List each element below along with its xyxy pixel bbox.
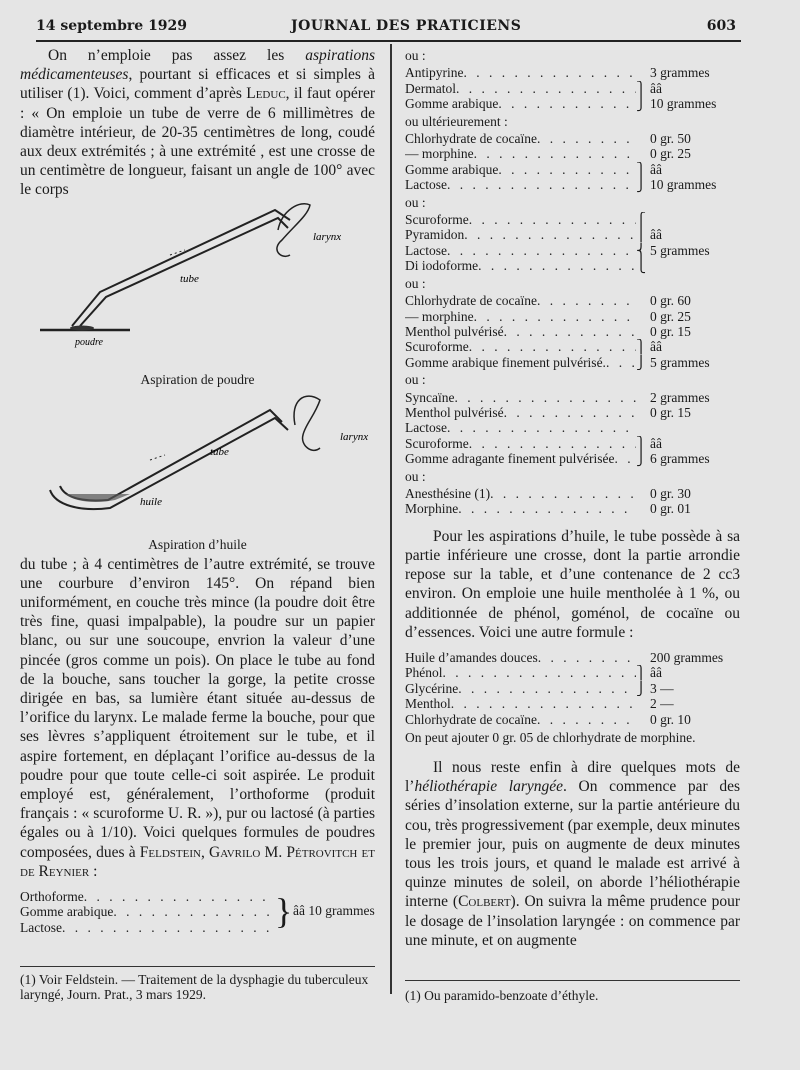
fig2-label-larynx: larynx (340, 430, 369, 443)
formula-row (405, 486, 740, 501)
formula-quantity: ââ (650, 435, 662, 451)
formula-ingredient: Antipyrine (405, 65, 464, 81)
formula-row (405, 681, 740, 696)
brace-symbol: ⎫ (636, 435, 647, 451)
brace-symbol (636, 293, 646, 308)
formula-ingredient: Glycérine (405, 680, 459, 696)
formula-intro: ou : (405, 275, 426, 291)
formula-quantity: 0 gr. 10 (650, 711, 691, 727)
formula-ingredient: Lactose (405, 420, 447, 436)
brace-symbol: ⎩ (636, 258, 647, 274)
brace-symbol (636, 501, 646, 516)
formula-oil (405, 650, 740, 727)
brace-symbol (636, 390, 646, 405)
formula-quantity: ââ (650, 339, 662, 355)
formula-quantity (646, 420, 740, 435)
brace-symbol (636, 650, 646, 665)
oil-aspiration-drawing (20, 390, 375, 535)
formula-ingredient: Menthol pulvérisé (405, 323, 504, 339)
paragraph-procedure: du tube ; à 4 centimètres de l’autre extrémité, se trouve une courbure d’environ 145°. On répand bien uniformément, en couche très mince (la poudre doit être très fine, quasi impalpable), la poudre sur un papier blanc, ou sur une soucoupe, envrion la valeur d’une pincée (gros comme un pois). On place le tube au fond de la bouche, sans toucher la gorge, la petite crosse dirigée en bas, sa lumière étant située au-dessus de l’orifice du larynx. Le malade ferme la bouche, pour que ses lèvres s’appliquent étroitement sur le tube, et il aspire fortement, en déplaçant l’orifice au-dessus de la poudre pour que toute celle-ci soit aspirée. Le produit employé est, généralement, l’orthoforme (produit français : « scuroforme U. R. »), pur ou lactosé (à parties égales ou à 1/10). Voici quelques formules de poudres composées, dues à Feldstein, Gavrilo M. Pétrovitch et de Reynier : (20, 555, 375, 880)
formula-ingredient: — morphine (405, 308, 474, 324)
brace-symbol (636, 486, 646, 501)
formula-row (405, 339, 740, 354)
formula-ingredient: Scuroforme (405, 435, 469, 451)
brace-symbol: ⎭ (636, 451, 647, 467)
formula-ingredient: Gomme arabique finement pulvérisé. (405, 354, 606, 370)
brace-symbol: } (275, 891, 293, 932)
formula-ingredient: Chlorhydrate de cocaïne (405, 131, 537, 147)
formula-ingredient: Phénol (405, 665, 443, 681)
header-rule (36, 40, 741, 42)
brace-symbol (636, 65, 646, 80)
formula-ingredient: Chlorhydrate de cocaïne (405, 711, 537, 727)
paragraph-oil-aspiration: Pour les aspirations d’huile, le tube possède à sa partie inférieure une crosse, dont la partie arrondie repose sur la table, et d’une contenance de 2 cc3 environ. On emploie une huile mentholée à 1 %, ou additionnée de phénol, goménol, de cocaïne ou d’essences. Voici une autre formule : (405, 527, 740, 641)
formula-row (405, 451, 740, 466)
fig2-label-tube: tube (210, 445, 229, 458)
brace-symbol: ⎫ (636, 339, 647, 355)
formula-quantity: ââ (650, 227, 662, 243)
figure-caption-powder: Aspiration de poudre (140, 371, 255, 387)
formula-row (405, 177, 740, 192)
formula-quantity: 2 grammes (650, 389, 710, 405)
formula-row (405, 258, 740, 273)
formula-ingredient: Lactose (405, 177, 447, 193)
formula-ingredient: Gomme arabique (405, 161, 499, 177)
formula-quantity: 0 gr. 15 (650, 323, 691, 339)
header-date: 14 septembre 1929 (36, 18, 188, 34)
formula-ingredient: Gomme arabique (405, 96, 499, 112)
formula-row (405, 501, 740, 516)
footnote-right: (1) Ou paramido-benzoate d’éthyle. (405, 988, 599, 1003)
formula-row (405, 324, 740, 339)
formula-quantity: 0 gr. 30 (650, 485, 691, 501)
formula-ingredient: Di iodoforme (405, 258, 479, 274)
formula-quantity: 2 — (650, 696, 674, 712)
paragraph-heliotherapy: Il nous reste enfin à dire quelques mots de l’héliothérapie laryngée. On commence par des séries d’insolation externe, sur la partie antérieure du cou, très progressivement (par exemple, deux minutes le premier jour, puis on augmente de deux minutes tous les trois jours, et quand le malade est arrivé à quinze minutes de soleil, on aborde l’héliothérapie interne (Colbert). On suivra la même prudence pour le dosage de l’insolation laryngée : on commence par une minute, et on augmente (405, 759, 741, 949)
formula-row: Orthoforme . . . (20, 889, 275, 904)
formula-row (405, 420, 740, 435)
formula-quantity: 5 grammes (650, 242, 710, 258)
formula-ingredient: Syncaïne (405, 389, 455, 405)
left-column (20, 46, 375, 935)
formula-intro: ou : (405, 372, 426, 388)
formula-quantity: ââ (650, 665, 662, 681)
formula-row (405, 81, 740, 96)
header-page-number: 603 (706, 18, 736, 34)
formula-ingredient: Scuroforme (405, 212, 469, 228)
header-journal-title: JOURNAL DES PRATICIENS (291, 18, 522, 34)
formula-quantity: 0 gr. 50 (650, 131, 691, 147)
column-divider (390, 44, 392, 994)
formula-ingredient: Gomme adragante finement pulvérisée (405, 451, 615, 467)
brace-symbol: ⎫ (636, 80, 647, 96)
formula-ingredient: Anesthésine (1) (405, 485, 491, 501)
formula-row (405, 96, 740, 111)
brace-symbol (636, 324, 646, 339)
brace-symbol (636, 405, 646, 420)
paragraph-intro: On n’emploie pas assez les aspirations médicamenteuses, pourtant si efficaces et si simples à utiliser (1). Voici, comment d’après Leduc, il faut opérer : « On emploie un tube de verre de 6 millimètres de diamètre intérieur, de 20-35 centimètres de long, coudé aux deux extrémités ; à une extrémité , est une crosse de un centimètre de longueur, faisant un angle de 100° avec le corps (20, 47, 375, 199)
brace-symbol: ⎪ (636, 227, 647, 243)
formula-row (405, 65, 740, 80)
formula-quantity (646, 258, 740, 273)
formula-quantity: ââ 10 grammes (293, 903, 375, 919)
formula-row (405, 309, 740, 324)
formula-quantity: 0 gr. 25 (650, 146, 691, 162)
formula-quantity: 5 grammes (650, 354, 710, 370)
footnote-left: (1) Voir Feldstein. — Traitement de la dysphagie du tuberculeux laryngé, Journ. Prat., 3 mars 1929. (20, 972, 369, 1002)
figure-caption-oil: Aspiration d’huile (148, 536, 247, 552)
formula-row: Gomme arabique . . . (20, 904, 275, 919)
formula-intro: ou : (405, 194, 426, 210)
formula-orthoforme (20, 889, 375, 935)
formula-quantity: 3 — (650, 680, 674, 696)
formula-quantity: ââ (650, 80, 662, 96)
formula-row (405, 293, 740, 308)
footnote-rule-right (405, 980, 740, 981)
brace-symbol: ⎭ (636, 177, 647, 193)
formula-ingredient: — morphine (405, 146, 474, 162)
footnote-rule-left (20, 966, 375, 967)
formula-row (405, 131, 740, 146)
fig2-label-oil: huile (140, 495, 162, 508)
formula-row (405, 696, 740, 711)
formula-quantity: 3 grammes (650, 65, 710, 81)
formula-row (405, 162, 740, 177)
fig1-label-tube: tube (180, 272, 199, 285)
formula-row (405, 227, 740, 242)
formula-quantity: 6 grammes (650, 451, 710, 467)
formula-ingredient: Pyramidon (405, 227, 465, 243)
formula-row (405, 665, 740, 680)
fig1-label-powder: poudre (75, 336, 103, 348)
formula-quantity: 0 gr. 60 (650, 293, 691, 309)
formula-ingredient: Scuroforme (405, 339, 469, 355)
formula-ingredient: Menthol pulvérisé (405, 404, 504, 420)
fig1-label-larynx: larynx (313, 230, 342, 243)
brace-symbol (636, 309, 646, 324)
formula-row (405, 243, 740, 258)
formula-intro: ou : (405, 48, 426, 63)
brace-symbol: ⎫ (636, 161, 647, 177)
figure-powder-aspiration (20, 200, 375, 390)
figure-oil-aspiration (20, 390, 375, 555)
brace-symbol (636, 420, 646, 435)
formula-row (405, 146, 740, 161)
right-column (405, 46, 740, 950)
formula-quantity: 10 grammes (650, 96, 717, 112)
brace-symbol (636, 146, 646, 161)
page-header (36, 18, 736, 40)
powder-aspiration-drawing (20, 200, 375, 370)
formula-quantity: ââ (650, 161, 662, 177)
formula-ingredient: Dermatol (405, 80, 456, 96)
brace-symbol: ⎭ (636, 96, 647, 112)
formula-row (405, 390, 740, 405)
formula-ingredient: Lactose (405, 242, 447, 258)
oil-note: On peut ajouter 0 gr. 05 de chlorhydrate de morphine. (405, 730, 696, 746)
formula-quantity: 0 gr. 01 (650, 501, 691, 517)
brace-symbol (636, 696, 646, 711)
brace-symbol: ⎭ (636, 354, 647, 370)
formula-quantity: 10 grammes (650, 177, 717, 193)
brace-symbol: ⎧ (636, 212, 647, 228)
formula-quantity: 0 gr. 25 (650, 308, 691, 324)
brace-symbol: ⎭ (636, 680, 647, 696)
formula-ingredient: Menthol (405, 696, 451, 712)
formula-row (405, 436, 740, 451)
formula-list (405, 48, 740, 517)
formula-quantity (646, 212, 740, 227)
formula-row (405, 355, 740, 370)
formula-row (405, 212, 740, 227)
formula-ingredient: Huile d’amandes douces (405, 650, 538, 665)
formula-quantity: 200 grammes (650, 650, 724, 665)
formula-row (405, 650, 740, 665)
formula-row: Lactose . . . (20, 920, 275, 935)
formula-row (405, 405, 740, 420)
brace-symbol (636, 131, 646, 146)
brace-symbol: ⎨ (636, 242, 647, 258)
formula-ingredient: Chlorhydrate de cocaïne (405, 293, 537, 309)
brace-symbol (636, 712, 646, 727)
formula-intro: ou ultérieurement : (405, 113, 508, 129)
formula-intro: ou : (405, 468, 426, 484)
formula-quantity: 0 gr. 15 (650, 404, 691, 420)
formula-row (405, 712, 740, 727)
formula-ingredient: Morphine (405, 501, 459, 517)
brace-symbol: ⎫ (636, 665, 647, 681)
